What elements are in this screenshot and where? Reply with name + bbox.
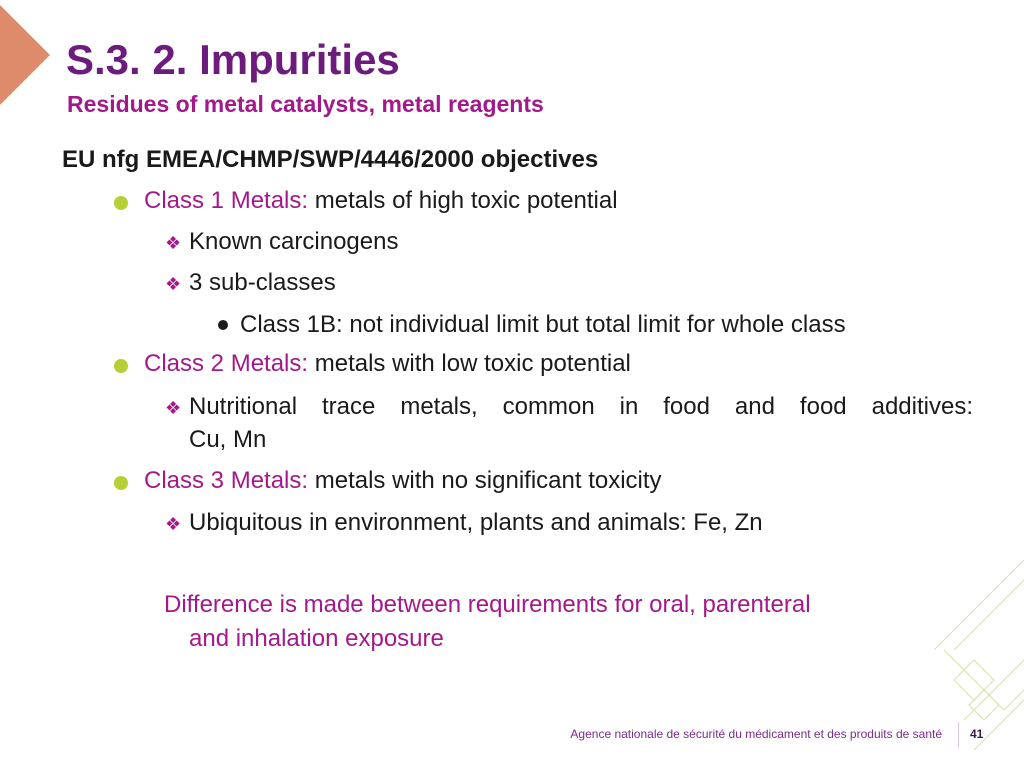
list-item-class-3	[144, 464, 662, 498]
diamond-bullet-icon: ❖	[165, 398, 182, 418]
list-item-sub-classes: 3 sub-classes	[189, 269, 336, 296]
footer-agency: Agence nationale de sécurité du médicament et des produits de santé	[570, 727, 942, 741]
class-description: metals of high toxic potential	[308, 187, 618, 214]
list-item-nutritional-line-2: Cu, Mn	[189, 426, 267, 453]
dot-bullet-icon	[218, 320, 228, 330]
class-description: metals with low toxic potential	[308, 350, 631, 377]
list-item-class-1b: Class 1B: not individual limit but total limit for whole class	[240, 311, 846, 338]
class-label: Class 2 Metals:	[144, 350, 309, 377]
list-item-known-carcinogens: Known carcinogens	[189, 228, 399, 255]
diamond-bullet-icon: ❖	[165, 514, 182, 534]
list-item-class-1	[144, 184, 618, 218]
list-item-class-2	[144, 347, 631, 381]
decorative-line-art	[914, 0, 1024, 768]
diamond-bullet-icon: ❖	[165, 233, 182, 253]
slide-title: S.3. 2. Impurities	[66, 36, 400, 83]
list-item-ubiquitous: Ubiquitous in environment, plants and animals: Fe, Zn	[189, 509, 763, 536]
corner-decoration	[0, 0, 50, 110]
bullet-icon	[114, 359, 128, 373]
page-number: 41	[970, 727, 984, 741]
slide-subtitle: Residues of metal catalysts, metal reagents	[67, 91, 544, 117]
class-description: metals with no significant toxicity	[308, 467, 662, 494]
class-label: Class 1 Metals:	[144, 187, 309, 214]
bullet-icon	[114, 196, 128, 210]
bullet-icon	[114, 476, 128, 490]
section-heading: EU nfg EMEA/CHMP/SWP/4446/2000 objectives	[62, 146, 599, 173]
diamond-bullet-icon: ❖	[165, 274, 182, 294]
list-item-nutritional-line-1: Nutritional trace metals, common in food and food additives:	[189, 393, 973, 420]
note-line-1: Difference is made between requirements for oral, parenteral	[164, 591, 811, 618]
note-line-2: and inhalation exposure	[189, 625, 444, 652]
footer-divider	[958, 722, 959, 748]
class-label: Class 3 Metals:	[144, 467, 309, 494]
